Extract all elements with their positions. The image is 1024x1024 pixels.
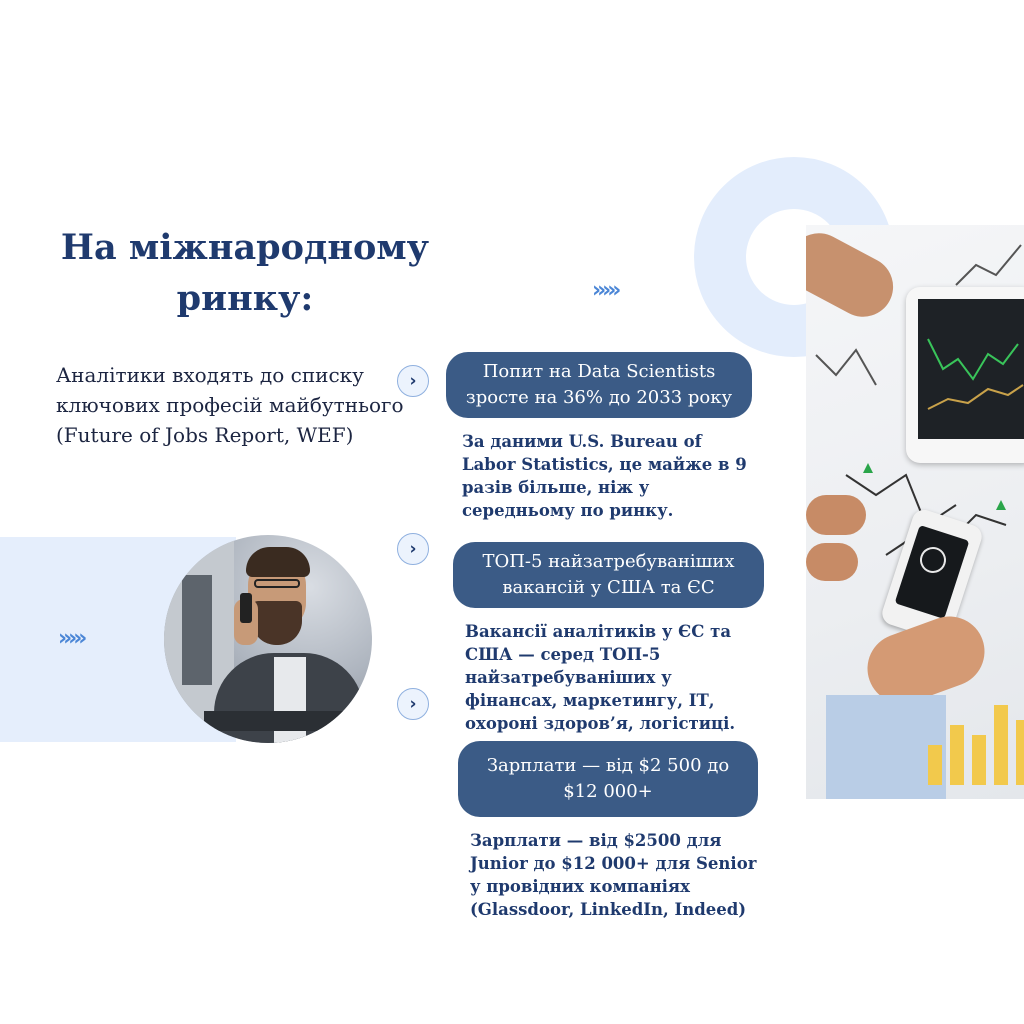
- bar-chart-icon: [918, 695, 1024, 785]
- chevron-right-icon: ›: [397, 365, 429, 397]
- chevron-right-icon: ›: [397, 688, 429, 720]
- page-title: На міжнародному ринку:: [60, 227, 430, 319]
- double-arrows-icon: ›››››: [592, 278, 618, 303]
- line-chart-icon: [918, 299, 1024, 439]
- double-arrows-icon: ›››››: [58, 626, 84, 651]
- finance-illustration: [806, 225, 1024, 799]
- salary-pill: Зарплати — від $2 500 до $12 000+: [458, 741, 758, 817]
- lead-text: Аналітики входять до списку ключових професій майбутнього (Future of Jobs Report, WEF): [56, 363, 404, 447]
- demand-pill: Попит на Data Scientists зросте на 36% до 2033 року: [446, 352, 752, 418]
- analyst-photo: [164, 535, 372, 743]
- chevron-right-icon: ›: [397, 533, 429, 565]
- salary-description: Зарплати — від $2500 для Junior до $12 000+ для Senior у провідних компаніях (Glassdoor, LinkedIn, Indeed): [470, 831, 757, 919]
- top5-description: Вакансії аналітиків у ЄС та США — серед ТОП-5 найзатребуваніших у фінансах, маркетингу, ІТ, охороні здоров’я, логістиці.: [465, 622, 736, 733]
- demand-description: За даними U.S. Bureau of Labor Statistics, це майже в 9 разів більше, ніж у середньому по ринку.: [462, 432, 747, 520]
- top5-pill: ТОП-5 найзатребуваніших вакансій у США та ЄС: [453, 542, 764, 608]
